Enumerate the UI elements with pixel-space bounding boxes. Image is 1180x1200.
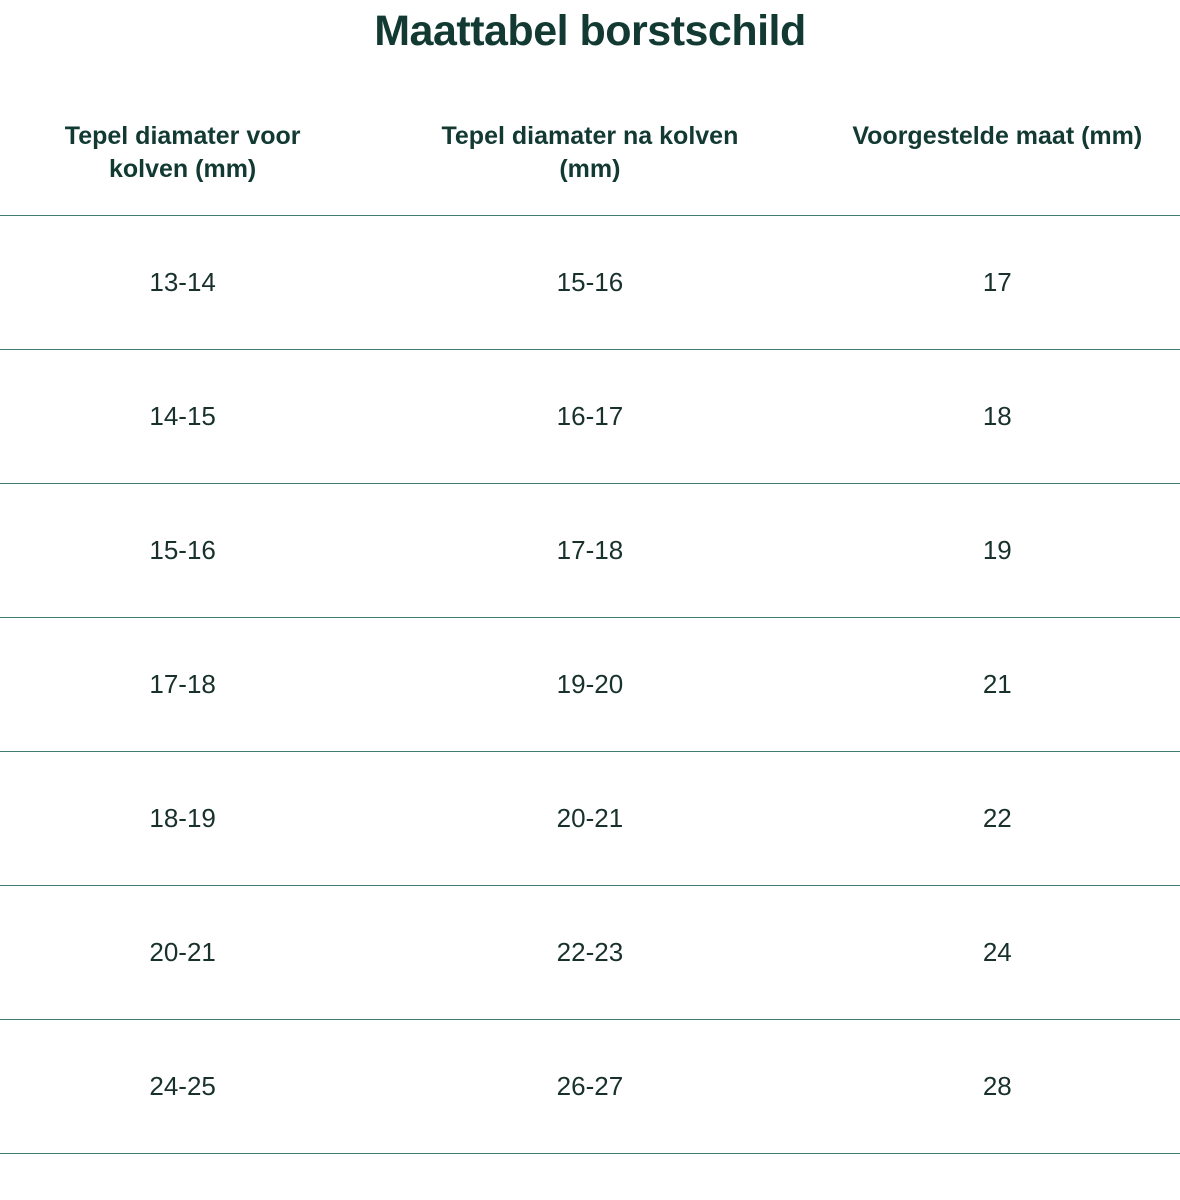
table-row — [0, 618, 1180, 752]
table-row — [0, 886, 1180, 1020]
page-title: Maattabel borstschild — [374, 7, 806, 55]
cell-nipple-after: 16-17 — [393, 350, 786, 484]
cell-nipple-before: 17-18 — [0, 618, 393, 752]
table-row — [0, 1020, 1180, 1154]
cell-nipple-before: 15-16 — [0, 484, 393, 618]
cell-nipple-before: 13-14 — [0, 216, 393, 350]
cell-suggested-size: 28 — [787, 1020, 1180, 1154]
cell-suggested-size: 24 — [787, 886, 1180, 1020]
table-row — [0, 216, 1180, 350]
table-row — [0, 350, 1180, 484]
cell-nipple-before: 14-15 — [0, 350, 393, 484]
table-header-row — [0, 98, 1180, 216]
cell-suggested-size: 21 — [787, 618, 1180, 752]
cell-nipple-after: 15-16 — [393, 216, 786, 350]
column-header-label: Voorgestelde maat (mm) — [852, 121, 1143, 150]
column-header-nipple-after — [393, 98, 786, 216]
column-header-nipple-before — [0, 98, 393, 216]
cell-nipple-before: 20-21 — [0, 886, 393, 1020]
cell-nipple-before: 24-25 — [0, 1020, 393, 1154]
cell-suggested-size: 19 — [787, 484, 1180, 618]
cell-nipple-before: 18-19 — [0, 752, 393, 886]
table-row — [0, 752, 1180, 886]
column-header-label: Tepel diamater na kolven (mm) — [441, 121, 739, 184]
table-header — [0, 98, 1180, 216]
table-body — [0, 216, 1180, 1154]
cell-suggested-size: 17 — [787, 216, 1180, 350]
size-table — [0, 98, 1180, 1155]
column-header-suggested-size — [787, 98, 1180, 216]
cell-suggested-size: 22 — [787, 752, 1180, 886]
table-row — [0, 484, 1180, 618]
cell-nipple-after: 19-20 — [393, 618, 786, 752]
cell-nipple-after: 26-27 — [393, 1020, 786, 1154]
cell-nipple-after: 20-21 — [393, 752, 786, 886]
cell-nipple-after: 22-23 — [393, 886, 786, 1020]
column-header-label: Tepel diamater voor kolven (mm) — [64, 121, 301, 184]
cell-suggested-size: 18 — [787, 350, 1180, 484]
cell-nipple-after: 17-18 — [393, 484, 786, 618]
